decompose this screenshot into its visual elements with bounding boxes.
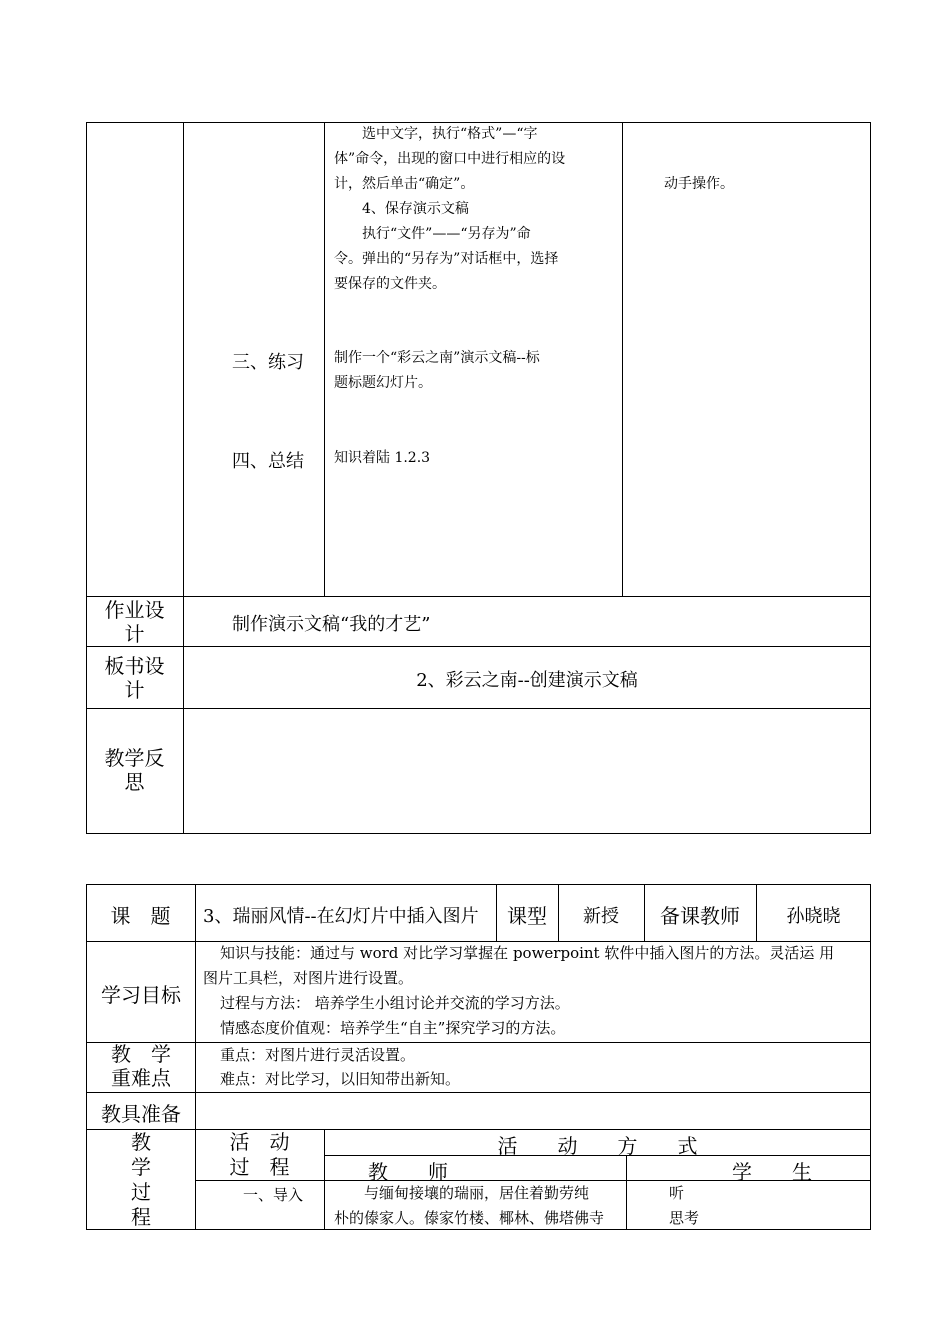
- step1-teacher-content: [334, 1181, 622, 1231]
- board-content: 2、彩云之南--创建演示文稿: [416, 670, 638, 691]
- step1-label: 一、导入: [243, 1186, 304, 1204]
- summary-content: 知识着陆 1.2.3: [334, 450, 431, 466]
- tools-label: 教具准备: [101, 1102, 181, 1126]
- difficulty-point: 难点：对比学习，以旧知带出新知。: [220, 1070, 461, 1088]
- content-line: 体”命令，出现的窗口中进行相应的设: [334, 151, 566, 167]
- homework-label: 作业设 计: [104, 598, 165, 646]
- table1-divider-student: [622, 122, 623, 596]
- student-header: 学 生: [732, 1160, 812, 1184]
- goal-line: 情感态度价值观：培养学生“自主”探究学习的方法。: [220, 1019, 566, 1037]
- type-label: 课型: [507, 904, 547, 928]
- focus-point: 重点：对图片进行灵活设置。: [220, 1046, 416, 1064]
- teacher-label: 备课教师: [660, 904, 740, 928]
- student-action: 动手操作。: [664, 176, 734, 192]
- practice-content: [334, 346, 618, 396]
- content-line: 令。弹出的“另存为”对话框中，选择: [334, 251, 559, 267]
- step1-student-content: [669, 1181, 819, 1231]
- goals-content: [203, 941, 867, 1041]
- content-line: 要保存的文件夹。: [334, 276, 446, 292]
- goals-label: 学习目标: [101, 983, 181, 1007]
- practice-line: 题标题幻灯片。: [334, 375, 432, 391]
- step1-teacher-line: 朴的傣家人。傣家竹楼、椰林、佛塔佛寺: [334, 1209, 605, 1227]
- content-line: 执行“文件”——“另存为”命: [362, 226, 531, 242]
- topic-value: 3、瑞丽风情--在幻灯片中插入图片: [203, 906, 479, 927]
- homework-content: 制作演示文稿“我的才艺”: [232, 614, 431, 635]
- goals-divider: [195, 941, 196, 1042]
- teacher-activity-text: [334, 122, 616, 297]
- practice-label: 三、练习: [232, 352, 304, 373]
- table1-divider-label: [183, 122, 184, 834]
- table1-row-divider: [86, 708, 871, 709]
- summary-label: 四、总结: [232, 451, 304, 472]
- goal-line: 过程与方法： 培养学生小组讨论并交流的学习方法。: [220, 994, 570, 1012]
- type-value: 新授: [583, 906, 619, 927]
- table2-header-divider: [195, 884, 196, 941]
- teacher-header: 教 师: [368, 1160, 448, 1184]
- activity-process-label: 活 动 过 程: [229, 1130, 290, 1179]
- practice-line: 制作一个“彩云之南”演示文稿--标: [334, 350, 540, 366]
- keypoints-content: [220, 1043, 860, 1091]
- topic-label: 课 题: [110, 904, 171, 928]
- activity-mode-header: 活 动 方 式: [497, 1134, 698, 1158]
- keypoints-label: 教 学 重难点: [111, 1042, 171, 1090]
- table1-row-divider: [86, 596, 871, 597]
- content-line: 计，然后单击“确定”。: [334, 176, 475, 192]
- step1-student-line: 思考: [669, 1209, 700, 1227]
- goal-line: 知识与技能：通过与 word 对比学习掌握在 powerpoint 软件中插入图片的方法。灵活运 用: [220, 944, 835, 962]
- reflection-label: 教学反 思: [104, 746, 165, 794]
- board-label: 板书设 计: [104, 654, 165, 702]
- table1-divider-activity: [324, 122, 325, 596]
- goal-line: 图片工具栏，对图片进行设置。: [203, 969, 414, 987]
- process-teacher-student-divider: [626, 1155, 627, 1230]
- teacher-value: 孙晓晓: [786, 906, 841, 927]
- content-line: 选中文字，执行“格式”—“字: [362, 126, 538, 142]
- content-line: 4、保存演示文稿: [362, 201, 469, 217]
- process-label: 教 学 过 程: [131, 1130, 151, 1229]
- table2-row-divider: [86, 1092, 871, 1093]
- table1-row-divider: [86, 646, 871, 647]
- step1-student-line: 听: [669, 1184, 685, 1202]
- step1-teacher-line: 与缅甸接壤的瑞丽，居住着勤劳纯: [364, 1184, 590, 1202]
